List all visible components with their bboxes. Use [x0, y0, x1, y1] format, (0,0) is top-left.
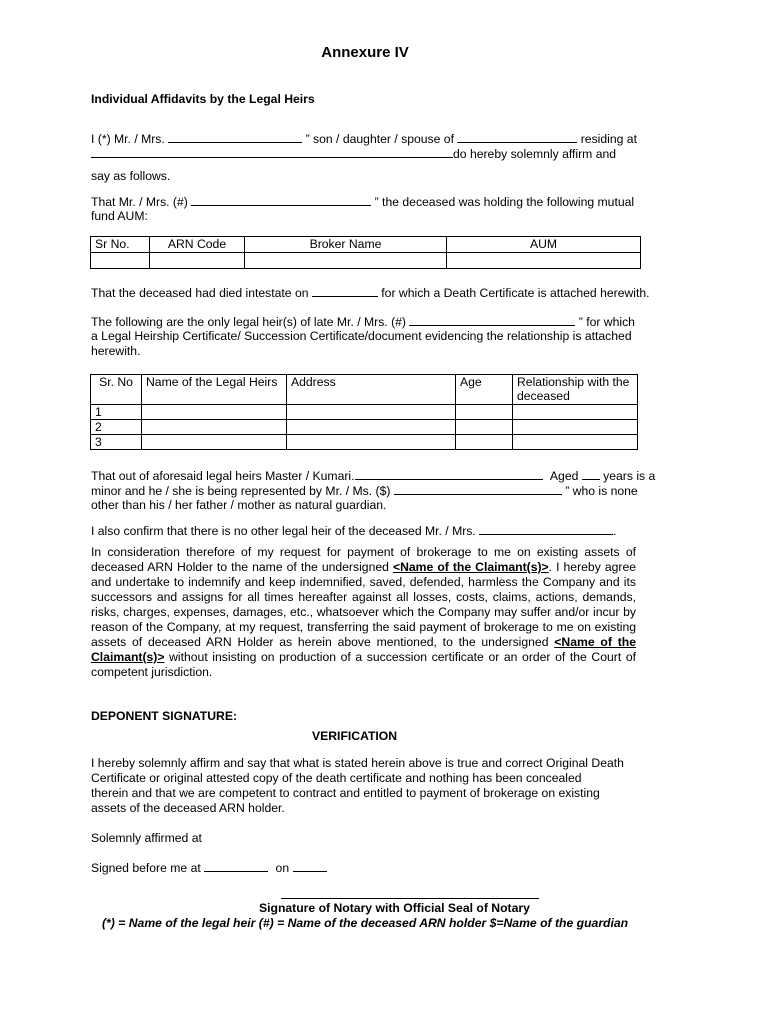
intro-line-1	[91, 131, 637, 146]
aum-header-sr-no: Sr No.	[91, 237, 150, 253]
intro-text-d: do hereby solemnly affirm and	[453, 147, 617, 161]
notary-signature-line[interactable]	[281, 898, 539, 899]
signed-text-b: on	[275, 861, 290, 875]
heirs-cell[interactable]	[142, 435, 287, 450]
heirs-row-number: 2	[91, 420, 142, 435]
heirs-row-number: 3	[91, 435, 142, 450]
heirs-cell[interactable]	[142, 420, 287, 435]
aum-table-header-row	[91, 237, 641, 253]
deceased-name-blank[interactable]	[191, 194, 371, 206]
confirm-text-a: I also confirm that there is no other legal heir of the deceased Mr. / Mrs.	[91, 524, 476, 538]
consideration-text-2: . I hereby agree and undertake to indemnify and keep indemnified, saved, defended, harmless the Company and its successors and assigns for all times hereafter against all losses, costs, claims, actions, demands, risks, charges, expenses, damages, etc., whatsoever which the Company may suffer and/or incur by reason of the Company, at my request, transferring the said payment of brokerage to me on existing assets of deceased ARN Holder as herein above mentioned, to the undersigned	[91, 560, 636, 649]
confirm-line	[91, 523, 617, 538]
notary-signature-label: Signature of Notary with Official Seal of Notary	[259, 901, 530, 915]
minor-text-e: ” who is none	[565, 484, 638, 498]
aum-header-aum: AUM	[447, 237, 641, 253]
minor-line-2	[91, 483, 638, 498]
heirs-cell[interactable]	[287, 435, 456, 450]
solemnly-affirmed-line: Solemnly affirmed at	[91, 831, 202, 845]
heirs-cell[interactable]	[513, 405, 638, 420]
heirs-cell[interactable]	[456, 405, 513, 420]
heirs-row-number: 1	[91, 405, 142, 420]
intro-text-c: residing at	[580, 132, 637, 146]
intro-text-b: ” son / daughter / spouse of	[305, 132, 454, 146]
minor-line-3: other than his / her father / mother as natural guardian.	[91, 498, 387, 512]
heir-name-blank[interactable]	[168, 131, 302, 143]
aum-cell[interactable]	[447, 253, 641, 269]
minor-text-a: That out of aforesaid legal heirs Master / Kumari.	[91, 469, 355, 483]
aum-cell[interactable]	[150, 253, 245, 269]
heirs-text-b: ” for which	[578, 315, 635, 329]
aum-table-row	[91, 253, 641, 269]
heirs-cell[interactable]	[513, 420, 638, 435]
heirs-line-2: a Legal Heirship Certificate/ Succession Certificate/document evidencing the relationship is attached	[91, 329, 632, 343]
verification-title: VERIFICATION	[312, 729, 398, 743]
minor-text-c: years is a	[603, 469, 656, 483]
minor-text-d: minor and he / she is being represented by Mr. / Ms. ($)	[91, 484, 391, 498]
aum-table	[90, 236, 641, 269]
heirs-header-address: Address	[287, 375, 456, 405]
relation-name-blank[interactable]	[457, 131, 577, 143]
signed-place-blank[interactable]	[204, 860, 268, 872]
minor-age-blank[interactable]	[582, 468, 600, 480]
aum-header-broker-name: Broker Name	[245, 237, 447, 253]
aum-cell[interactable]	[245, 253, 447, 269]
heirs-table-row	[91, 405, 638, 420]
aum-line-2: fund AUM:	[91, 209, 148, 223]
aum-text-b: ” the deceased was holding the following mutual	[374, 195, 635, 209]
heirs-header-name: Name of the Legal Heirs	[142, 375, 287, 405]
heirs-cell[interactable]	[456, 420, 513, 435]
address-blank[interactable]	[91, 146, 453, 158]
signed-before-line	[91, 860, 327, 875]
confirm-text-b: .	[613, 524, 617, 538]
intestate-text-b: for which a Death Certificate is attached herewith.	[381, 286, 650, 300]
heirs-cell[interactable]	[456, 435, 513, 450]
minor-name-blank[interactable]	[355, 468, 543, 480]
minor-line-1	[91, 468, 655, 483]
document-subtitle: Individual Affidavits by the Legal Heirs	[91, 92, 315, 106]
heirs-header-sr-no: Sr. No	[91, 375, 142, 405]
intestate-line	[91, 285, 650, 300]
signed-text-a: Signed before me at	[91, 861, 201, 875]
heirs-header-age: Age	[456, 375, 513, 405]
heirs-header-relationship: Relationship with the deceased	[513, 375, 638, 405]
heirs-table-row	[91, 435, 638, 450]
heirs-table	[90, 374, 638, 450]
intestate-text-a: That the deceased had died intestate on	[91, 286, 309, 300]
verification-line-3: therein and that we are competent to contract and entitled to payment of brokerage on existing	[91, 786, 600, 800]
heirs-cell[interactable]	[287, 420, 456, 435]
consideration-paragraph	[91, 545, 636, 680]
heirs-text-a: The following are the only legal heir(s) of late Mr. / Mrs. (#)	[91, 315, 406, 329]
heirs-table-row	[91, 420, 638, 435]
consideration-text-3: without insisting on production of a succession certificate or an order of the Court of competent jurisdiction.	[91, 650, 636, 679]
heirs-line-3: herewith.	[91, 344, 141, 358]
deponent-signature-label: DEPONENT SIGNATURE:	[91, 709, 238, 723]
intro-line-2	[91, 146, 616, 161]
claimant-placeholder: <Name of the Claimant(s)>	[392, 560, 549, 574]
signed-date-blank[interactable]	[293, 860, 327, 872]
verification-line-2: Certificate or original attested copy of the death certificate and nothing has been concealed	[91, 771, 582, 785]
footnote-legend: (*) = Name of the legal heir (#) = Name of the deceased ARN holder $=Name of the guardian	[102, 916, 629, 930]
heirs-cell[interactable]	[287, 405, 456, 420]
aum-text-a: That Mr. / Mrs. (#)	[91, 195, 188, 209]
aum-cell[interactable]	[91, 253, 150, 269]
death-date-blank[interactable]	[312, 285, 378, 297]
guardian-name-blank[interactable]	[394, 483, 562, 495]
heirs-table-header-row	[91, 375, 638, 405]
minor-text-b: Aged	[549, 469, 579, 483]
confirm-name-blank[interactable]	[479, 523, 613, 535]
late-name-blank[interactable]	[409, 314, 575, 326]
claimant-placeholder-2: <Name of the Claimant(s)>	[91, 635, 636, 664]
heirs-cell[interactable]	[513, 435, 638, 450]
intro-line-3: say as follows.	[91, 169, 171, 183]
verification-line-4: assets of the deceased ARN holder.	[91, 801, 285, 815]
intro-text-a: I (*) Mr. / Mrs.	[91, 132, 165, 146]
consideration-text-1: In consideration therefore of my request for payment of brokerage to me on existing assets of deceased ARN Holder to the name of the undersigned	[91, 545, 636, 574]
aum-line-1	[91, 194, 634, 209]
heirs-line-1	[91, 314, 635, 329]
verification-line-1: I hereby solemnly affirm and say that what is stated herein above is true and correct Original Death	[91, 756, 624, 770]
document-title: Annexure IV	[321, 44, 409, 61]
aum-header-arn-code: ARN Code	[150, 237, 245, 253]
heirs-cell[interactable]	[142, 405, 287, 420]
